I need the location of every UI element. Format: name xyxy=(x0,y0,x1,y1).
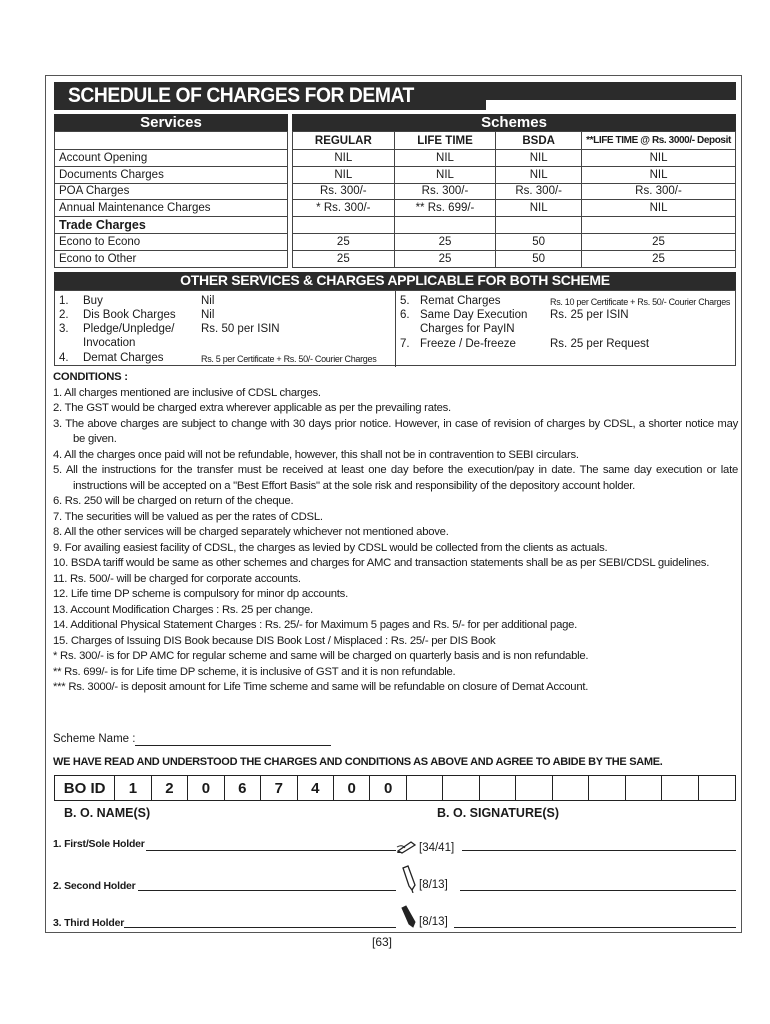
scheme-cell xyxy=(293,217,395,234)
condition-item: 7. The securities will be valued as per the rates of CDSL. xyxy=(53,510,323,523)
scheme-col-header: **LIFE TIME @ Rs. 3000/- Deposit xyxy=(582,132,736,150)
scheme-cell: NIL xyxy=(582,150,736,167)
service-label: Econo to Econo xyxy=(55,233,288,250)
agreement-text: WE HAVE READ AND UNDERSTOOD THE CHARGES AND CONDITIONS AS ABOVE AND AGREE TO ABIDE BY THE SAME. xyxy=(53,756,663,768)
signature-ref: [8/13] xyxy=(419,879,448,891)
condition-item: 8. All the other services will be charged separately whichever not mentioned above. xyxy=(53,526,449,538)
conditions-heading: CONDITIONS : xyxy=(53,371,128,383)
scheme-cell: Rs. 300/- xyxy=(496,183,582,200)
other-service-charge: Rs. 5 per Certificate + Rs. 50/- Courier Charges xyxy=(201,354,377,364)
other-service-name: Demat Charges xyxy=(83,352,164,364)
bo-id-digit[interactable] xyxy=(443,776,479,800)
other-service-name: Dis Book Charges xyxy=(83,309,176,321)
condition-item: 12. Life time DP scheme is compulsory for minor dp accounts. xyxy=(53,588,348,600)
other-service-name: Buy xyxy=(83,295,103,307)
bo-id-digit[interactable] xyxy=(553,776,589,800)
scheme-col-header: LIFE TIME xyxy=(394,132,496,150)
scheme-cell: 25 xyxy=(582,250,736,267)
other-service-charge: Rs. 50 per ISIN xyxy=(201,323,280,335)
holder-label: 3. Third Holder xyxy=(53,917,125,929)
scheme-cell: NIL xyxy=(293,150,395,167)
other-service-name: Invocation xyxy=(83,337,136,349)
condition-item: 11. Rs. 500/- will be charged for corporate accounts. xyxy=(53,572,301,585)
bo-id-digit[interactable]: 6 xyxy=(225,776,261,800)
bo-id-digit[interactable] xyxy=(699,776,735,800)
other-service-name: Charges for PayIN xyxy=(420,323,515,335)
scheme-cell: 25 xyxy=(293,233,395,250)
other-service-name: Freeze / De-freeze xyxy=(420,338,516,350)
bo-id-digit[interactable]: 1 xyxy=(115,776,151,800)
schemes-header: Schemes xyxy=(292,114,736,132)
bo-id-digit[interactable]: 7 xyxy=(261,776,297,800)
scheme-cell: 25 xyxy=(582,233,736,250)
service-label: Account Opening xyxy=(55,150,288,167)
other-service-charge: Nil xyxy=(201,295,215,307)
bo-id-digit[interactable]: 0 xyxy=(334,776,370,800)
bo-name-heading: B. O. NAME(S) xyxy=(64,806,151,820)
scheme-cell: NIL xyxy=(496,200,582,217)
bo-id-label: BO ID xyxy=(55,776,115,800)
scheme-cell: NIL xyxy=(496,150,582,167)
bo-id-digit[interactable]: 2 xyxy=(152,776,188,800)
scheme-cell: NIL xyxy=(394,166,496,183)
scheme-cell: 25 xyxy=(394,233,496,250)
condition-item: 2. The GST would be charged extra wherever applicable as per the prevailing rates. xyxy=(53,402,451,414)
scheme-cell xyxy=(582,217,736,234)
schemes-table xyxy=(292,131,736,268)
bo-id-digit[interactable]: 0 xyxy=(370,776,406,800)
scheme-cell: Rs. 300/- xyxy=(582,183,736,200)
bo-id-digit[interactable] xyxy=(662,776,698,800)
pen-icon xyxy=(396,838,418,854)
scheme-cell: NIL xyxy=(582,166,736,183)
condition-item: 4. All the charges once paid will not be refundable, however, this shall not be in contravention to SEBI circulars. xyxy=(53,448,579,461)
scheme-cell: NIL xyxy=(394,150,496,167)
scheme-cell: * Rs. 300/- xyxy=(293,200,395,217)
services-table xyxy=(54,131,288,268)
other-service-num: 7. xyxy=(400,338,410,350)
footnote-item: * Rs. 300/- is for DP AMC for regular scheme and same will be charged on quarterly basis and is non refundable. xyxy=(53,650,589,662)
pen-icon xyxy=(400,905,418,929)
scheme-cell: NIL xyxy=(293,166,395,183)
bo-id-digit[interactable] xyxy=(626,776,662,800)
scheme-cell: 25 xyxy=(394,250,496,267)
condition-item: 14. Additional Physical Statement Charges : Rs. 25/- for Maximum 5 pages and Rs. 5/- for per additional page. xyxy=(53,619,578,631)
condition-item: 6. Rs. 250 will be charged on return of the cheque. xyxy=(53,495,294,507)
service-label: POA Charges xyxy=(55,183,288,200)
service-label: Econo to Other xyxy=(55,250,288,267)
other-service-name: Pledge/Unpledge/ xyxy=(83,323,175,335)
other-service-num: 5. xyxy=(400,295,410,307)
condition-item: 3. The above charges are subject to change with 30 days prior notice. However, in case of revision of charges by CDSL, a shorter notice may be given. xyxy=(53,417,738,445)
scheme-cell: NIL xyxy=(496,166,582,183)
signature-ref: [34/41] xyxy=(419,842,455,854)
bo-id-digit[interactable]: 4 xyxy=(298,776,334,800)
condition-item: 1. All charges mentioned are inclusive of CDSL charges. xyxy=(53,386,321,399)
condition-item: 15. Charges of Issuing DIS Book because DIS Book Lost / Misplaced : Rs. 25/- per DIS Book xyxy=(53,634,496,647)
other-service-charge: Rs. 25 per Request xyxy=(550,338,650,350)
scheme-name-label: Scheme Name : xyxy=(53,733,136,745)
bo-id-grid xyxy=(54,775,736,801)
bo-id-digit[interactable] xyxy=(407,776,443,800)
page-title: SCHEDULE OF CHARGES FOR DEMAT xyxy=(68,84,414,107)
other-services-header: OTHER SERVICES & CHARGES APPLICABLE FOR BOTH SCHEME xyxy=(54,272,736,290)
title-bar-step xyxy=(486,100,736,110)
scheme-name-field[interactable] xyxy=(135,745,331,746)
scheme-cell: Rs. 300/- xyxy=(293,183,395,200)
bo-signature-heading: B. O. SIGNATURE(S) xyxy=(437,806,559,820)
scheme-col-header: BSDA xyxy=(496,132,582,150)
page-number: [63] xyxy=(372,935,393,949)
signature-ref: [8/13] xyxy=(419,916,448,928)
other-service-name: Same Day Execution xyxy=(420,309,528,321)
holder-name-field[interactable] xyxy=(146,850,396,851)
other-service-name: Remat Charges xyxy=(420,295,501,307)
other-service-charge: Nil xyxy=(201,309,215,321)
service-label: Annual Maintenance Charges xyxy=(55,200,288,217)
holder-signature-field[interactable] xyxy=(454,927,736,928)
bo-id-digit[interactable] xyxy=(480,776,516,800)
bo-id-digit[interactable] xyxy=(516,776,552,800)
condition-item: 13. Account Modification Charges : Rs. 25 per change. xyxy=(53,603,313,616)
other-service-num: 6. xyxy=(400,309,410,321)
other-service-charge: Rs. 25 per ISIN xyxy=(550,309,629,321)
conditions-section xyxy=(53,370,738,696)
service-label: Documents Charges xyxy=(55,166,288,183)
bo-id-digit[interactable] xyxy=(589,776,625,800)
holder-signature-field[interactable] xyxy=(460,890,736,891)
scheme-cell: NIL xyxy=(582,200,736,217)
footnote-item: ** Rs. 699/- is for Life time DP scheme, it is inclusive of GST and it is non refundable. xyxy=(53,665,456,678)
scheme-cell xyxy=(496,217,582,234)
condition-item: 9. For availing easiest facility of CDSL, the charges as levied by CDSL would be collected from the clients as actuals. xyxy=(53,541,608,554)
holder-name-field[interactable] xyxy=(124,927,396,928)
scheme-col-header: REGULAR xyxy=(293,132,395,150)
scheme-cell: 50 xyxy=(496,250,582,267)
condition-item: 10. BSDA tariff would be same as other schemes and charges for AMC and transaction statements shall be as per SEBI/CDSL guidelines. xyxy=(53,557,710,569)
scheme-cell: ** Rs. 699/- xyxy=(394,200,496,217)
pen-icon xyxy=(400,865,418,893)
holder-label: 2. Second Holder xyxy=(53,880,136,892)
bo-id-digit[interactable]: 0 xyxy=(188,776,224,800)
scheme-cell xyxy=(394,217,496,234)
services-header: Services xyxy=(54,114,288,132)
other-service-num: 4. xyxy=(59,352,69,364)
holder-name-field[interactable] xyxy=(138,890,396,891)
service-label: Trade Charges xyxy=(55,217,288,234)
condition-item: 5. All the instructions for the transfer must be received at least one day before the execution/pay in date. The same day execution or late instructions will be accepted on a "Best Effort Basis" at the sole risk and responsibility of the depository account holder. xyxy=(53,464,738,492)
other-service-charge: Rs. 10 per Certificate + Rs. 50/- Courier Charges xyxy=(550,297,731,307)
scheme-cell: Rs. 300/- xyxy=(394,183,496,200)
other-service-num: 3. xyxy=(59,323,69,335)
other-service-num: 2. xyxy=(59,309,69,321)
holder-label: 1. First/Sole Holder xyxy=(53,838,145,850)
holder-signature-field[interactable] xyxy=(462,850,736,851)
scheme-cell: 50 xyxy=(496,233,582,250)
footnote-item: *** Rs. 3000/- is deposit amount for Life Time scheme and same will be refundable on closure of Demat Account. xyxy=(53,681,589,693)
scheme-cell: 25 xyxy=(293,250,395,267)
other-service-num: 1. xyxy=(59,295,69,307)
